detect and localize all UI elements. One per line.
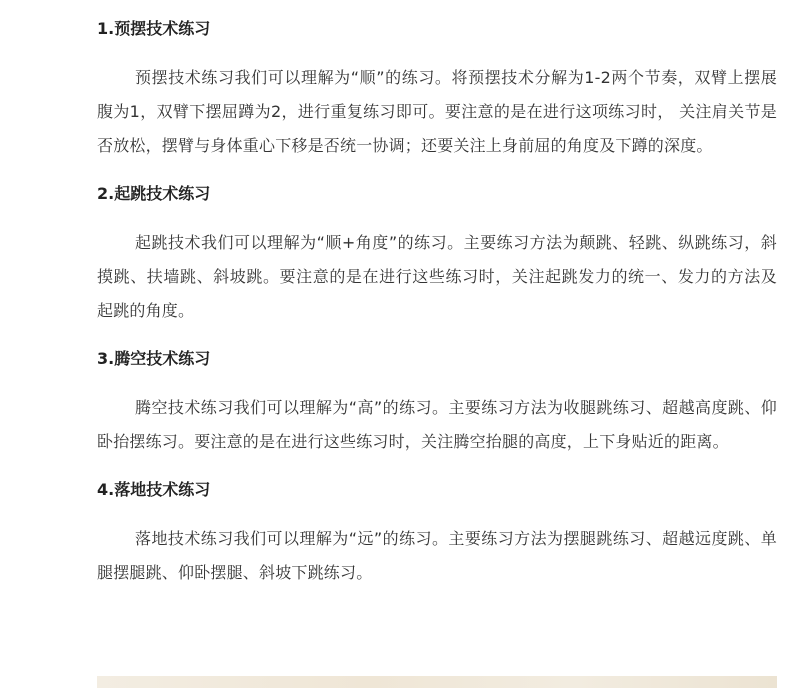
- article-image-top-edge: [97, 676, 777, 688]
- section-1: [97, 17, 777, 163]
- section-paragraph: 落地技术练习我们可以理解为“远”的练习。主要练习方法为摆腿跳练习、超越远度跳、单腿摆腿跳、仰卧摆腿、斜坡下跳练习。: [97, 529, 777, 582]
- section-heading: 4.落地技术练习: [97, 480, 211, 499]
- section-4: [97, 478, 777, 590]
- section-paragraph: 腾空技术练习我们可以理解为“高”的练习。主要练习方法为收腿跳练习、超越高度跳、仰卧抬摆练习。要注意的是在进行这些练习时，关注腾空抬腿的高度，上下身贴近的距离。: [97, 398, 777, 451]
- section-2: [97, 182, 777, 328]
- section-3: [97, 347, 777, 459]
- section-paragraph: 预摆技术练习我们可以理解为“顺”的练习。将预摆技术分解为1-2两个节奏，双臂上摆展腹为1，双臂下摆屈蹲为2，进行重复练习即可。要注意的是在进行这项练习时， 关注肩关节是否放松，摆臂与身体重心下移是否统一协调；还要关注上身前屈的角度及下蹲的深度。: [97, 68, 777, 155]
- section-heading: 1.预摆技术练习: [97, 19, 211, 38]
- article-body: [97, 0, 777, 590]
- section-heading: 2.起跳技术练习: [97, 184, 211, 203]
- section-paragraph: 起跳技术我们可以理解为“顺+角度”的练习。主要练习方法为颠跳、轻跳、纵跳练习，斜摸跳、扶墙跳、斜坡跳。要注意的是在进行这些练习时，关注起跳发力的统一、发力的方法及起跳的角度。: [97, 233, 777, 320]
- section-heading: 3.腾空技术练习: [97, 349, 211, 368]
